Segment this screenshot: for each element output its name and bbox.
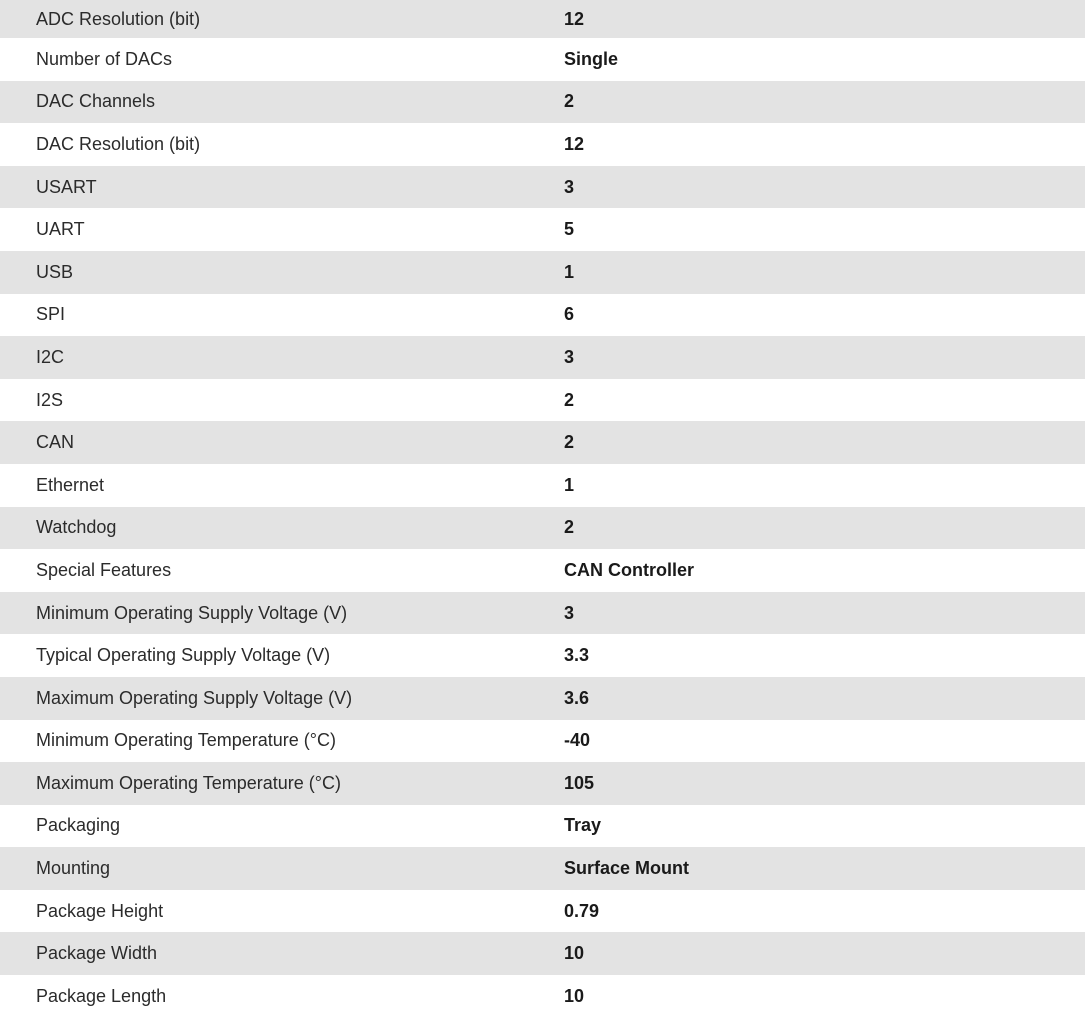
spec-row-packaging (0, 805, 1085, 848)
spec-label: Minimum Operating Temperature (°C) (36, 730, 336, 751)
spec-label: UART (36, 219, 85, 240)
spec-label: Minimum Operating Supply Voltage (V) (36, 602, 348, 623)
spec-row-usb (0, 251, 1085, 294)
spec-row-package-width (0, 932, 1085, 975)
spec-row-i2c (0, 336, 1085, 379)
spec-value: 3 (564, 602, 575, 623)
spec-label: I2C (36, 346, 65, 367)
spec-value: 1 (564, 474, 575, 495)
spec-value: 6 (564, 304, 575, 325)
spec-value: 5 (564, 219, 575, 240)
spec-row-max-operating-temp (0, 762, 1085, 805)
spec-label: Packaging (36, 815, 121, 836)
spec-row-max-supply-voltage (0, 677, 1085, 720)
spec-label: Special Features (36, 559, 172, 580)
spec-value: Surface Mount (564, 858, 690, 879)
spec-value: 3.3 (564, 645, 590, 666)
spec-value: 2 (564, 432, 575, 453)
spec-row-package-length (0, 975, 1085, 1018)
spec-label: CAN (36, 432, 75, 453)
spec-row-uart (0, 208, 1085, 251)
spec-label: SPI (36, 304, 66, 325)
spec-value: 2 (564, 389, 575, 410)
spec-row-can (0, 421, 1085, 464)
spec-value: 10 (564, 943, 585, 964)
spec-value: Single (564, 48, 619, 69)
spec-value: 1 (564, 261, 575, 282)
spec-row-package-height (0, 890, 1085, 933)
spec-row-i2s (0, 379, 1085, 422)
spec-row-min-operating-temp (0, 720, 1085, 763)
spec-value: -40 (564, 730, 591, 751)
spec-row-adc-resolution (0, 0, 1085, 38)
spec-label: Number of DACs (36, 48, 173, 69)
spec-row-ethernet (0, 464, 1085, 507)
spec-value: 3 (564, 176, 575, 197)
spec-label: Ethernet (36, 474, 105, 495)
spec-value: 3 (564, 346, 575, 367)
spec-row-typ-supply-voltage (0, 634, 1085, 677)
spec-row-dac-channels (0, 81, 1085, 124)
spec-label: Mounting (36, 858, 111, 879)
spec-label: Typical Operating Supply Voltage (V) (36, 645, 331, 666)
spec-row-dac-resolution (0, 123, 1085, 166)
spec-value: 0.79 (564, 900, 600, 921)
spec-value: 2 (564, 517, 575, 538)
spec-label: Maximum Operating Temperature (°C) (36, 772, 341, 793)
spec-value: 105 (564, 772, 595, 793)
spec-label: Package Length (36, 986, 167, 1007)
spec-label: DAC Channels (36, 91, 156, 112)
spec-value: Tray (564, 815, 602, 836)
spec-label: DAC Resolution (bit) (36, 133, 201, 154)
spec-row-special-features (0, 549, 1085, 592)
spec-label: Maximum Operating Supply Voltage (V) (36, 687, 353, 708)
spec-label: Watchdog (36, 517, 117, 538)
spec-label: USART (36, 176, 97, 197)
spec-label: I2S (36, 389, 64, 410)
spec-label: Package Height (36, 900, 164, 921)
spec-value: CAN Controller (564, 559, 694, 580)
spec-row-number-of-dacs (0, 38, 1085, 81)
spec-value: 2 (564, 91, 575, 112)
spec-row-watchdog (0, 507, 1085, 550)
spec-label: Package Width (36, 943, 158, 964)
spec-value: 10 (564, 986, 585, 1007)
spec-row-spi (0, 294, 1085, 337)
spec-row-mounting (0, 847, 1085, 890)
spec-row-min-supply-voltage (0, 592, 1085, 635)
spec-value: 3.6 (564, 687, 590, 708)
spec-value: 12 (564, 8, 585, 29)
spec-label: USB (36, 261, 74, 282)
spec-label: ADC Resolution (bit) (36, 8, 201, 29)
spec-value: 12 (564, 133, 585, 154)
spec-row-usart (0, 166, 1085, 209)
